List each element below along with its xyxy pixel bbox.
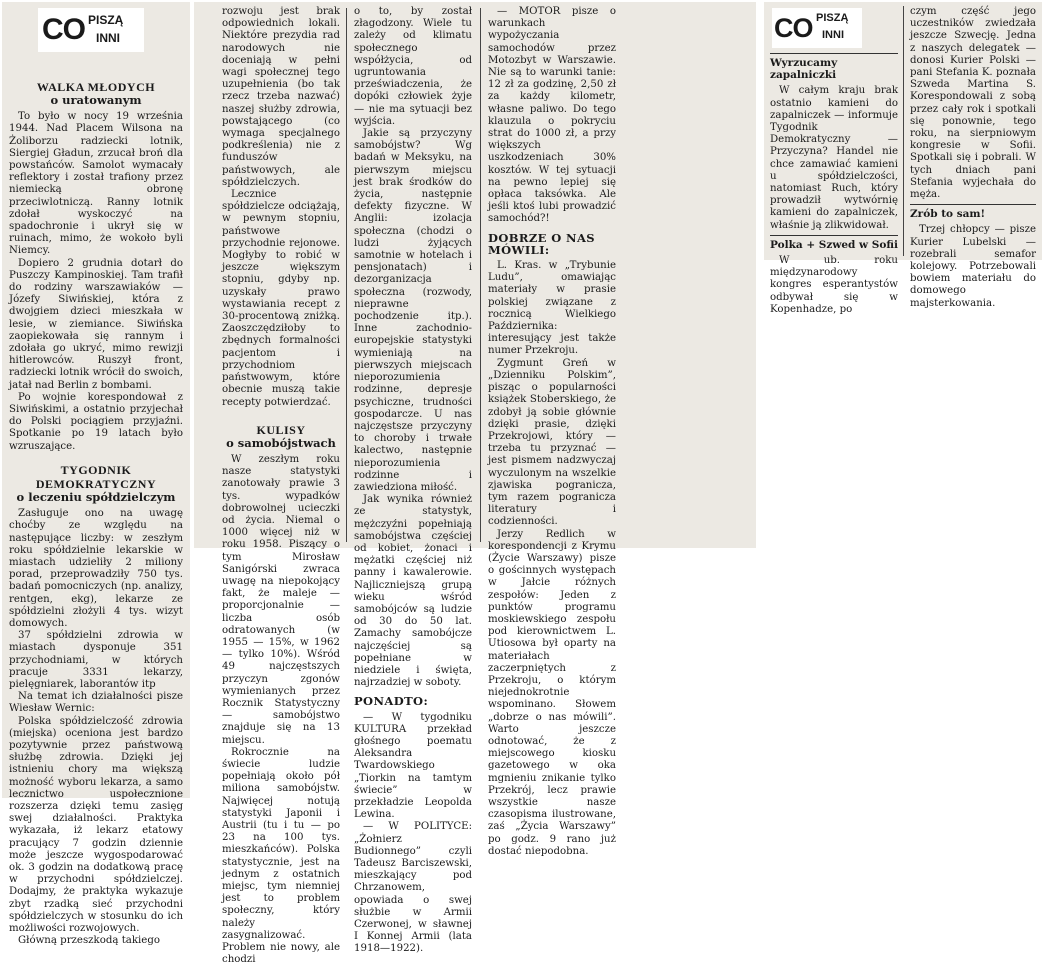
paragraph: W ub. roku międzynarodowy kongres esperantystów odbywał się w Kopenhadze, po — [770, 255, 898, 315]
logo-top: PISZĄ — [816, 12, 849, 24]
column-4 — [488, 6, 616, 857]
column-6 — [910, 6, 1036, 309]
divider — [770, 53, 898, 54]
divider — [770, 235, 898, 236]
paragraph: — W POLITYCE: „Żołnierz Budionnego” czyli Tadeusz Barciszewski, mieszkający pod Chrzanowem, opowiada o swej służbie w Armii Czerwonej, w sławnej I Konnej Armii (lata 1918—1922). — [354, 821, 472, 955]
logo-top: PISZĄ — [88, 13, 124, 27]
co-pisza-inni-logo — [772, 8, 862, 48]
section-heading: Polka + Szwed w Sofii — [770, 238, 898, 251]
paragraph: Zygmunt Greń w „Dzienniku Polskim”, pisząc o popularności książek Stoberskiego, że zdobył ją sobie głównie dzięki prasie, dzięki Przekrojowi, który — trzeba tu przyznać — jest pismem nadzwyczaj wyczulonym na wszelkie zjawiska pograniczа, tym razem pogranicza literatury i codzienności. — [488, 357, 616, 528]
column-1 — [9, 58, 183, 947]
clipping-right — [764, 2, 1042, 315]
column-divider — [480, 8, 481, 542]
column-5 — [770, 50, 898, 315]
paragraph: W zeszłym roku nasze statystyki zanotowały prawie 3 tys. wypadków dobrowolnej ucieczki od życia. Niemal o 1000 więcej niż w roku 1958. Piszący o tym Mirosław Sanigórski zwraca uwagę na niepokojący fakt, że maleje — proporcjonalnie — liczba osób odratowanych (w 1955 — 15%, w 1962 — tylko 10%). Wśród 49 najczęstszych przyczyn zgonów wymienianych przez Rocznik Statystyczny — samobójstwo znajduje się na 13 miejscu. — [222, 453, 340, 746]
paragraph: Na temat ich działalności pisze Wiesław Wernic: — [9, 691, 183, 715]
co-pisza-inni-logo — [38, 8, 144, 52]
paragraph: Zasługuje ono na uwagę choćby ze względu na następujące liczby: w zeszłym roku spółdzielnie lekarskie w miastach udzieliły 2 miliony porad, przeprowadziły 750 tys. badań pomocniczych (np. analizy, rentgen, ekg), lekarze ze spółdzielni złożyli 4 tys. wizyt domowych. — [9, 508, 183, 629]
paragraph: Jak wynika również ze statystyk, mężczyźni popełniają samobójstwa częściej od kobiet, żonaci i mężatki częściej niż panny i kawalerowie. Najliczniejszą grupą wieku wśród samobójców są ludzie od 30 do 50 lat. Zamachy samobójcze najczęściej są popełniane w niedziele i święta, najrzadziej w soboty. — [354, 494, 472, 689]
paragraph: Dopiero 2 grudnia dotarł do Puszczy Kampinoskiej. Tam trafił do rodziny warszawiaków — Józefy Siwińskiej, która z dwojgiem dzieci mieszkała w lesie, w ziemiance. Siwińska zaopiekowała się rannym i zdołała go ukryć, mimo rewizji hitlerowców. Ruszył front, radziecki lotnik wrócił do swoich, jatał nad Berlin z bombami. — [9, 257, 183, 391]
clipping-left — [2, 2, 190, 947]
column-divider — [903, 6, 904, 256]
paragraph: Jerzy Redlich w korespondencji z Krymu (Życie Warszawy) pisze o gościnnych występach w Jałcie różnych zespołów: Jeden z punktów programu moskiewskiego zespołu pod kierownictwem L. Utiosowa był oparty na materiałach zaczerpniętych z Przekroju, o którym niejednokrotnie wspominano. Słowem „dobrze o nas mówili”. Warto jeszcze odnotować, że z miejscowego kiosku gazetowego w oka mgnieniu znikanie tylko Przekrój, lecz prawie wszystkie nasze czasopisma ilustrowane, zaś „Życia Warszawy” po godz. 9 rano już dostać niepodobna. — [488, 528, 616, 857]
column-3 — [354, 6, 472, 955]
paragraph: Rokrocznie na świecie ludzie popełniają około pół miliona samobójstw. Najwięcej notują statystyki Japonii i Austrii (tu i tu — po 23 na 100 tys. mieszkańców). Polska statystycznie, jest na jednym z ostatnich miejsc, tym niemniej jest to problem społeczny, który należy zasygnalizować. Problem nie nowy, ale chodzi — [222, 746, 340, 966]
paragraph: Po wojnie korespondował z Siwińskimi, a ostatnio przyjechał do Polski pociągiem przyjaźni. Spotkanie po 19 latach było wzruszające. — [9, 391, 183, 452]
paragraph: Trzej chłopcy — pisze Kurier Lubelski — rozebrali semafor kolejowy. Potrzebowali bowiem materiału do domowego majsterkowania. — [910, 224, 1036, 309]
paragraph: Polska spółdzielczość zdrowia (miejska) oceniona jest bardzo pozytywnie przez państwową służbę zdrowia. Dzięki jej istnieniu chory ma większą możność wyboru lekarza, a samo lecznictwo uspołecznione rozszerza dzięki temu zasięg swej działalności. Praktyka wykazała, iż lekarz etatowy pracujący 7 godzin dziennie może jeszcze wygospodarować ok. 3 godzin na dodatkową pracę w przychodni spółdzielczej. Dodajmy, że praktyka wykazuje zbyt rzadką sieć przychodni spółdzielczych w stosunku do ich możliwości rozwojowych. — [9, 715, 183, 934]
article-title: KULISY — [256, 422, 306, 437]
paragraph: Główną przeszkodą takiego — [18, 935, 160, 947]
article-subtitle: o leczeniu spółdzielczym — [16, 489, 176, 504]
paragraph: o to, by został złagodzony. Wiele tu zależy od klimatu społecznego współżycia, od ugruntowania przeświadczenia, że dopóki człowiek żyje — nie ma sytuacji bez wyjścia. — [354, 6, 472, 127]
column-2 — [222, 6, 340, 966]
paragraph: W całym kraju brak ostatnio kamieni do zapalniczek — informuje Tygodnik Demokratyczny — Przyczyna? Handel nie chce zamawiać kamieni u spółdzielczości, natomiast Ruch, który prowadził wytwórnię kamieni do zapalniczek, właśnie ją zlikwidował. — [770, 85, 898, 231]
logo-bottom: INNI — [96, 31, 120, 45]
article-subtitle: o uratowanym — [50, 93, 142, 107]
article-title: TYGODNIK DEMOKRATYCZNY — [35, 462, 157, 491]
article-title: WALKA MŁODYCH — [36, 80, 156, 94]
section-heading: PONADTO: — [354, 694, 429, 709]
paragraph: To było w nocy 19 września 1944. Nad Placem Wilsona na Żoliborzu radziecki lotnik, Siergiej Gładun, zrzucał broń dla powstańców. Samolot wymacały reflektory i został trafiony przez niemiecką obronę przeciwlotniczą. Ranny lotnik zdołał wyskoczyć na spadochronie i ukrył się w ruinach, mimo, że wokoło byli Niemcy. — [9, 111, 183, 257]
divider — [910, 204, 1036, 205]
logo-main: CO — [774, 13, 813, 43]
logo-main: CO — [42, 13, 85, 46]
column-4b — [624, 6, 750, 544]
paragraph: — W tygodniku KULTURA przekład głośnego poematu Aleksandra Twardowskiego „Tiorkin na tamtym świecie” w przekładzie Leopolda Lewina. — [354, 711, 472, 821]
column-divider — [346, 8, 347, 542]
clipping-middle — [194, 2, 756, 966]
paragraph: rozwoju jest brak odpowiednich lokali. Niektóre prezydia rad narodowych nie doceniają w pełni wagi społecznej tego uzupełnienia (bo tak rzecz trzeba nazwać) naszej służby zdrowia, powstającego (co wymaga specjalnego podkreślenia) nie z funduszów państwowych, ale spółdzielczych. — [222, 6, 340, 188]
paragraph: — MOTOR pisze o warunkach wypożyczania samochodów przez Motozbyt w Warszawie. Nie są to warunki tanie: 12 zł za godzinę, 2,50 zł za każdy kilometr, własne paliwo. Do tego klauzula o pokryciu strat do 1000 zł, a przy większych uszkodzeniach 30% kosztów. W tej sytuacji na pewno lepiej się opłaca taksówka. Ale jeśli ktoś lubi prowadzić samochód?! — [488, 6, 616, 225]
section-heading: Wyrzucamy zapalniczki — [770, 57, 838, 82]
section-heading: Zrób to sam! — [910, 208, 986, 221]
paragraph: Jakie są przyczyny samobójstw? Wg badań w Meksyku, na pierwszym miejscu jest brak środków do życia, następnie defekty fizyczne. W Anglii: izolacja społeczna (chodzi o ludzi żyjących samotnie w hotelach i pensjonatach) i dezorganizacja społeczna (rozwody, nieprawne pochodzenie itp.). Inne zachodnio-europejskie statystyki wymieniają na pierwszych miejscach nieporozumienia rodzinne, depresje psychiczne, trudności gospodarcze. U nas najczęstsze przyczyny to choroby i trwałe kalectwo, następnie nieporozumienia rodzinne i zawiedziona miłość. — [354, 128, 472, 493]
article-subtitle: o samobójstwach — [226, 435, 336, 450]
paragraph: Lecznice spółdzielcze odciążają, w pewnym stopniu, państwowe przychodnie rejonowe. Mogłyby to robić w jeszcze większym stopniu, gdyby np. uzyskały prawo wystawiania recept z 30-procentową zniżką. Zaoszczędziłoby to zbędnych formalności pacjentom i przychodniom państwowym, które obecnie muszą takie recepty potwierdzać. — [222, 189, 340, 408]
section-heading: DOBRZE O NAS MÓWILI: — [488, 230, 595, 257]
logo-bottom: INNI — [822, 29, 844, 41]
paragraph: L. Kras. w „Trybunie Ludu”, omawiając materiały w prasie polskiej związane z rocznicą Wielkiego Października: interesujący jest także numer Przekroju. — [488, 260, 616, 357]
paragraph: 37 spółdzielni zdrowia w miastach dysponuje 351 przychodniami, w których pracuje 3331 lekarzy, pielęgniarek, laborantów itp — [9, 630, 183, 690]
paragraph: czym część jego uczestników zwiedzała jeszcze Szwecję. Jedna z naszych delegatek — donosi Kurier Polski — pani Stefania K. poznała Szweda Martina S. Korespondowali z sobą przez cały rok i spotkali się ponownie, tego roku, na sierpniowym kongresie w Sofii. Spotkali się i pobrali. W tych dniach pani Stefania wyjechała do męża. — [910, 6, 1036, 201]
